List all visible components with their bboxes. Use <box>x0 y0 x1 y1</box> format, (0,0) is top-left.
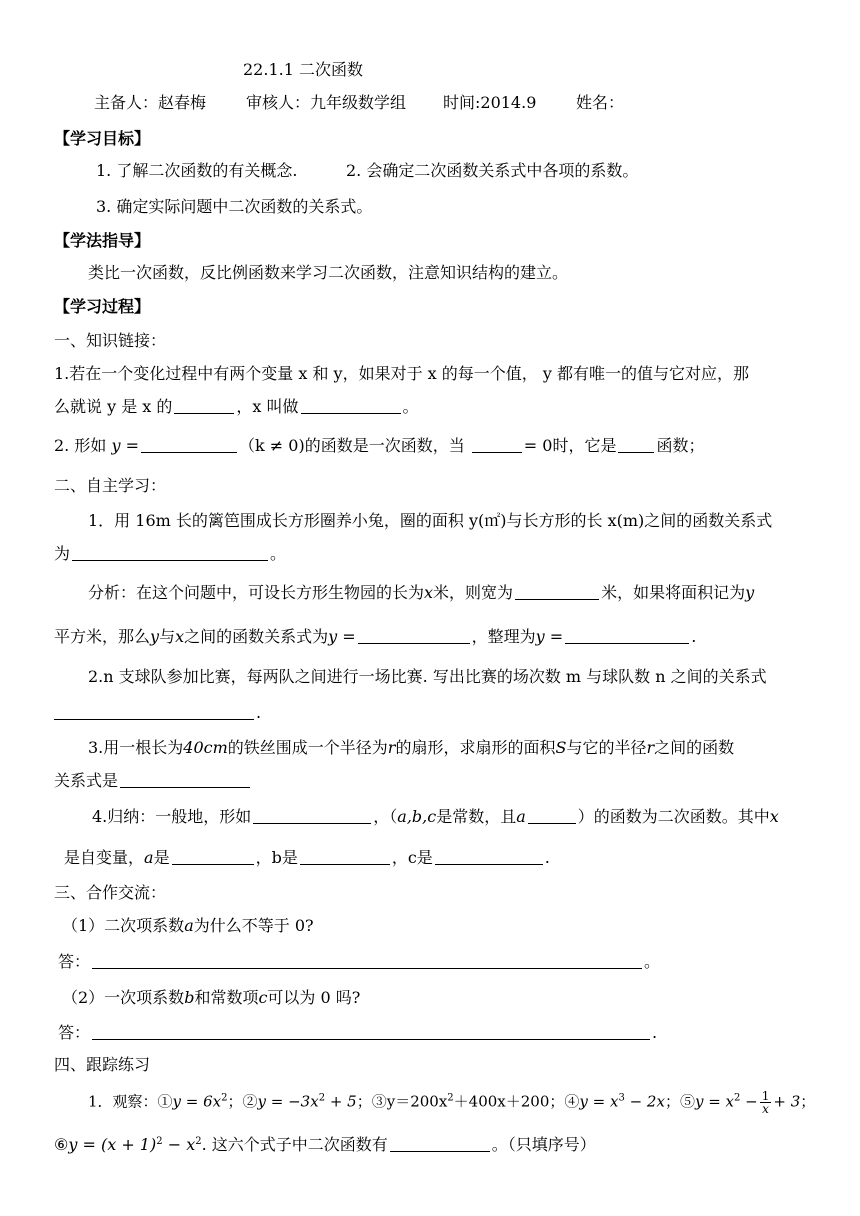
math: y <box>745 583 755 602</box>
exponent: 2 <box>318 1092 326 1104</box>
text: . <box>256 703 262 722</box>
text: ＋400x＋200；④ <box>453 1092 580 1111</box>
track-q1-line1 <box>88 1090 815 1115</box>
text: 之间的函数 <box>654 738 735 757</box>
text: 之间的函数关系式为 <box>184 627 329 646</box>
text: 为 <box>54 544 71 563</box>
math: x <box>175 627 185 646</box>
text: 么就说 y 是 x 的 <box>54 397 173 416</box>
exponent: 2 <box>156 1136 163 1147</box>
answer-blank[interactable] <box>72 544 268 561</box>
math: x <box>424 583 434 602</box>
answer-blank[interactable] <box>174 397 234 414</box>
text: 与它的半径 <box>566 738 647 757</box>
link-q1-line2 <box>54 396 419 418</box>
answer-blank[interactable] <box>435 848 543 865</box>
answer-blank[interactable] <box>301 397 401 414</box>
text: 是自变量， <box>64 848 145 867</box>
coop-q2 <box>62 987 360 1009</box>
track-q1-line2 <box>54 1134 596 1156</box>
text: ，（ <box>373 807 398 826</box>
text: 时，它是 <box>552 436 617 455</box>
fraction-numerator: 1 <box>761 1089 770 1103</box>
coop-q1 <box>62 915 314 937</box>
math: y = <box>328 627 356 646</box>
exponent: 2 <box>221 1092 228 1104</box>
math: − x <box>162 1135 196 1154</box>
process-heading: 【学习过程】 <box>54 297 151 316</box>
student-name-label: 姓名： <box>576 93 625 112</box>
answer-blank[interactable] <box>528 807 576 824</box>
part-3-heading: 三、合作交流： <box>54 883 167 902</box>
answer-blank[interactable] <box>92 952 642 969</box>
goals-heading: 【学习目标】 <box>54 129 151 148</box>
part-1-heading: 一、知识链接： <box>54 331 167 350</box>
math: a <box>516 807 526 826</box>
math: y = x <box>579 1092 619 1111</box>
fraction <box>760 1090 772 1115</box>
text: ；⑤ <box>664 1092 695 1111</box>
math: r <box>646 738 655 757</box>
text: ，b是 <box>255 848 298 867</box>
text: （2）一次项系数 <box>62 988 185 1007</box>
self-q2-line1: 2.n 支球队参加比赛，每两队之间进行一场比赛. 写出比赛的场次数 m 与球队数 n 之间的关系式 <box>88 667 767 686</box>
math: S <box>555 738 567 757</box>
math: y = −3x <box>257 1092 319 1111</box>
text: ）的函数为二次函数。其中 <box>577 807 770 826</box>
self-q4-line2 <box>64 847 550 869</box>
self-q3-line2 <box>54 770 252 792</box>
self-q4-line1 <box>92 806 779 828</box>
answer-blank[interactable] <box>253 807 371 824</box>
math: y = 6x <box>172 1092 222 1111</box>
math: b <box>184 988 195 1007</box>
exponent: 2 <box>195 1136 202 1147</box>
math: c <box>258 988 268 1007</box>
math: a,b,c <box>397 807 437 826</box>
text: 。 <box>402 397 419 416</box>
self-q2-line2 <box>54 702 261 724</box>
text: 是 <box>153 848 170 867</box>
text: ，整理为 <box>471 627 536 646</box>
text: 和常数项 <box>194 988 259 1007</box>
text: 是常数，且 <box>436 807 517 826</box>
self-q3-line1 <box>88 737 734 759</box>
math: + 5 <box>325 1092 357 1111</box>
page-title: 22.1.1 二次函数 <box>243 60 363 79</box>
analysis-line1 <box>88 582 754 604</box>
answer-blank[interactable] <box>565 627 689 644</box>
math: y = <box>535 627 564 646</box>
text: ；③y＝200x <box>356 1092 448 1111</box>
math: x <box>769 807 779 826</box>
text: ⑥ <box>54 1135 69 1154</box>
link-q1-line1: 1.若在一个变化过程中有两个变量 x 和 y，如果对于 x 的每一个值， y 都有唯一的值与它对应，那 <box>54 364 749 383</box>
text: ，c是 <box>391 848 433 867</box>
answer-blank[interactable] <box>141 436 237 453</box>
text: 4.归纳：一般地，形如 <box>92 807 252 826</box>
text: 函数； <box>656 436 705 455</box>
answer-blank[interactable] <box>358 627 470 644</box>
answer-blank[interactable] <box>472 436 522 453</box>
goal-3: 3. 确定实际问题中二次函数的关系式。 <box>96 197 373 216</box>
method-heading: 【学法指导】 <box>54 231 151 250</box>
math: y = <box>111 436 139 455</box>
link-q2 <box>54 435 705 457</box>
text: （1）二次项系数 <box>62 916 185 935</box>
text: 2. 形如 <box>54 436 107 455</box>
exponent: 2 <box>734 1092 741 1104</box>
math: − 2x <box>624 1092 665 1111</box>
text: 与 <box>159 627 176 646</box>
math: y = (x + 1) <box>68 1135 157 1154</box>
method-text: 类比一次函数，反比例函数来学习二次函数，注意知识结构的建立。 <box>88 263 569 282</box>
answer-blank[interactable] <box>390 1135 490 1152</box>
goal-1: 1. 了解二次函数的有关概念. <box>96 161 298 180</box>
answer-blank[interactable] <box>120 771 250 788</box>
part-2-heading: 二、自主学习： <box>54 476 167 495</box>
text: 为什么不等于 0? <box>193 916 314 935</box>
text: ； <box>800 1092 816 1111</box>
text: ；② <box>227 1092 258 1111</box>
math: y <box>150 627 160 646</box>
math: y = x <box>694 1092 734 1111</box>
answer-blank[interactable] <box>618 436 654 453</box>
math: + 3 <box>773 1092 801 1111</box>
text: . <box>544 848 550 867</box>
text: 可以为 0 吗? <box>267 988 361 1007</box>
analysis-line2 <box>54 626 696 648</box>
math: （k ≠ 0) <box>238 436 305 455</box>
text: 平方米，那么 <box>54 627 151 646</box>
self-q1-line1: 1．用 16m 长的篱笆围成长方形圈养小兔，圈的面积 y(㎡)与长方形的长 x(m)之间的函数关系式 <box>88 511 773 530</box>
answer-blank[interactable] <box>172 848 254 865</box>
time: 时间:2014.9 <box>443 93 537 112</box>
answer-blank[interactable] <box>92 1023 650 1040</box>
math: a <box>184 916 194 935</box>
text: 关系式是 <box>54 771 119 790</box>
exponent: 2 <box>447 1092 454 1104</box>
part-4-heading: 四、跟踪练习 <box>54 1055 151 1074</box>
text: 。 <box>644 952 661 971</box>
text: 的扇形，求扇形的面积 <box>395 738 556 757</box>
answer-blank[interactable] <box>54 703 254 720</box>
math: 40cm <box>183 738 228 757</box>
preparer: 主备人：赵春梅 <box>94 93 207 112</box>
text: . <box>691 627 697 646</box>
math: a <box>144 848 154 867</box>
math: = 0 <box>523 436 553 455</box>
text: 。（只填序号） <box>491 1135 596 1154</box>
math: r <box>387 738 396 757</box>
text: 的函数是一次函数，当 <box>304 436 465 455</box>
exponent: 3 <box>618 1092 625 1104</box>
math: − <box>740 1092 758 1111</box>
text: 米，则宽为 <box>433 583 514 602</box>
text: 的铁丝围成一个半径为 <box>227 738 388 757</box>
text: 分析：在这个问题中，可设长方形生物园的长为 <box>88 583 425 602</box>
answer-label: 答： <box>58 952 91 971</box>
goal-2: 2. 会确定二次函数关系式中各项的系数。 <box>346 161 639 180</box>
answer-blank[interactable] <box>300 848 390 865</box>
text: ，x 叫做 <box>236 397 299 416</box>
coop-answer-2 <box>58 1022 657 1044</box>
answer-label: 答： <box>58 1023 91 1042</box>
text: 。 <box>270 544 287 563</box>
coop-answer-1 <box>58 951 660 973</box>
text: 1．观察：① <box>88 1092 173 1111</box>
text: . <box>652 1023 658 1042</box>
reviewer: 审核人：九年级数学组 <box>246 93 407 112</box>
answer-blank[interactable] <box>515 583 599 600</box>
text: 3.用一根长为 <box>88 738 184 757</box>
text: . 这六个式子中二次函数有 <box>201 1135 388 1154</box>
fraction-denominator: x <box>762 1102 769 1116</box>
self-q1-line2 <box>54 543 286 565</box>
text: 米，如果将面积记为 <box>601 583 746 602</box>
